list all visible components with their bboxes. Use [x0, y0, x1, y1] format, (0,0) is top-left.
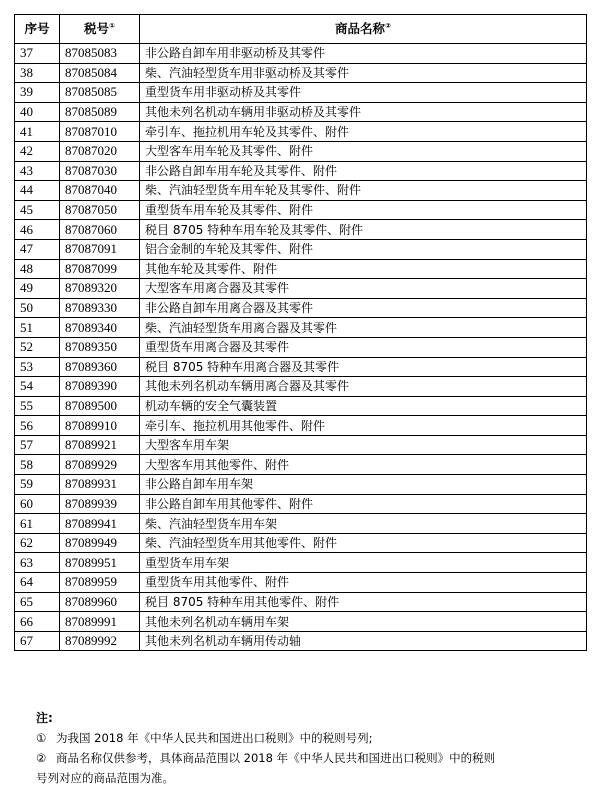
cell-tariff-code: 87087050 [60, 200, 140, 220]
cell-tariff-code: 87089991 [60, 612, 140, 632]
cell-tariff-code: 87085084 [60, 63, 140, 83]
cell-product-name: 其他车轮及其零件、附件 [140, 259, 587, 279]
notes-heading: 注: [36, 711, 53, 725]
table-row [15, 318, 587, 338]
table-row [15, 416, 587, 436]
cell-tariff-code: 87089939 [60, 494, 140, 514]
cell-serial-number: 47 [15, 239, 60, 259]
cell-tariff-code: 87089350 [60, 337, 140, 357]
cell-product-name: 大型客车用车轮及其零件、附件 [140, 141, 587, 161]
table-row [15, 298, 587, 318]
cell-serial-number: 64 [15, 573, 60, 593]
table-row [15, 435, 587, 455]
cell-product-name: 重型货车用非驱动桥及其零件 [140, 83, 587, 103]
cell-tariff-code: 87085089 [60, 102, 140, 122]
cell-product-name: 非公路自卸车用车轮及其零件、附件 [140, 161, 587, 181]
cell-serial-number: 39 [15, 83, 60, 103]
cell-product-name: 柴、汽油轻型货车用非驱动桥及其零件 [140, 63, 587, 83]
cell-product-name: 大型客车用其他零件、附件 [140, 455, 587, 475]
cell-tariff-code: 87089340 [60, 318, 140, 338]
header-product-name: 商品名称② [140, 15, 587, 44]
table-row [15, 592, 587, 612]
cell-product-name: 非公路自卸车用车架 [140, 475, 587, 495]
table-row [15, 122, 587, 142]
table-row [15, 102, 587, 122]
cell-serial-number: 51 [15, 318, 60, 338]
cell-tariff-code: 87089320 [60, 279, 140, 299]
cell-product-name: 非公路自卸车用其他零件、附件 [140, 494, 587, 514]
cell-tariff-code: 87089949 [60, 533, 140, 553]
cell-product-name: 重型货车用其他零件、附件 [140, 573, 587, 593]
note-text: 商品名称仅供参考，具体商品范围以 2018 年《中华人民共和国进出口税则》中的税则 [56, 751, 496, 765]
table-row [15, 612, 587, 632]
cell-product-name: 大型客车用车架 [140, 435, 587, 455]
cell-tariff-code: 87089959 [60, 573, 140, 593]
cell-serial-number: 43 [15, 161, 60, 181]
cell-tariff-code: 87087091 [60, 239, 140, 259]
cell-tariff-code: 87085083 [60, 44, 140, 64]
table-row [15, 259, 587, 279]
cell-serial-number: 55 [15, 396, 60, 416]
cell-serial-number: 50 [15, 298, 60, 318]
cell-serial-number: 58 [15, 455, 60, 475]
cell-tariff-code: 87089951 [60, 553, 140, 573]
cell-product-name: 机动车辆的安全气囊装置 [140, 396, 587, 416]
cell-product-name: 重型货车用离合器及其零件 [140, 337, 587, 357]
note-marker: ② [36, 751, 47, 765]
table-row [15, 631, 587, 651]
cell-tariff-code: 87089921 [60, 435, 140, 455]
table-row [15, 44, 587, 64]
cell-product-name: 牵引车、拖拉机用车轮及其零件、附件 [140, 122, 587, 142]
cell-tariff-code: 87089390 [60, 377, 140, 397]
cell-tariff-code: 87087030 [60, 161, 140, 181]
table-row [15, 494, 587, 514]
cell-product-name: 税目 8705 特种车用其他零件、附件 [140, 592, 587, 612]
cell-tariff-code: 87085085 [60, 83, 140, 103]
cell-serial-number: 57 [15, 435, 60, 455]
cell-serial-number: 67 [15, 631, 60, 651]
note-text-continued: 号列对应的商品范围为准。 [36, 771, 174, 785]
cell-product-name: 其他未列名机动车辆用传动轴 [140, 631, 587, 651]
cell-serial-number: 45 [15, 200, 60, 220]
cell-product-name: 牵引车、拖拉机用其他零件、附件 [140, 416, 587, 436]
cell-product-name: 其他未列名机动车辆用非驱动桥及其零件 [140, 102, 587, 122]
cell-tariff-code: 87089992 [60, 631, 140, 651]
footnote-mark-2: ② [385, 22, 391, 30]
cell-tariff-code: 87087099 [60, 259, 140, 279]
note-item-2 [36, 748, 586, 788]
cell-tariff-code: 87089941 [60, 514, 140, 534]
cell-tariff-code: 87087010 [60, 122, 140, 142]
cell-tariff-code: 87089929 [60, 455, 140, 475]
header-tariff-code: 税号① [60, 15, 140, 44]
cell-serial-number: 65 [15, 592, 60, 612]
cell-product-name: 柴、汽油轻型货车用车轮及其零件、附件 [140, 181, 587, 201]
cell-tariff-code: 87089910 [60, 416, 140, 436]
header-serial-number: 序号 [15, 15, 60, 44]
cell-product-name: 其他未列名机动车辆用车架 [140, 612, 587, 632]
table-row [15, 357, 587, 377]
table-row [15, 455, 587, 475]
footnote-mark-1: ① [109, 22, 115, 30]
table-row [15, 63, 587, 83]
table-row [15, 514, 587, 534]
cell-serial-number: 41 [15, 122, 60, 142]
cell-tariff-code: 87089931 [60, 475, 140, 495]
cell-serial-number: 52 [15, 337, 60, 357]
cell-product-name: 大型客车用离合器及其零件 [140, 279, 587, 299]
table-row [15, 553, 587, 573]
table-row [15, 83, 587, 103]
cell-serial-number: 40 [15, 102, 60, 122]
cell-tariff-code: 87087060 [60, 220, 140, 240]
cell-serial-number: 48 [15, 259, 60, 279]
cell-product-name: 重型货车用车轮及其零件、附件 [140, 200, 587, 220]
note-marker: ① [36, 731, 47, 745]
table-row [15, 279, 587, 299]
cell-serial-number: 56 [15, 416, 60, 436]
cell-serial-number: 54 [15, 377, 60, 397]
table-row [15, 141, 587, 161]
table-row [15, 533, 587, 553]
cell-tariff-code: 87087020 [60, 141, 140, 161]
cell-product-name: 柴、汽油轻型货车用车架 [140, 514, 587, 534]
cell-tariff-code: 87089500 [60, 396, 140, 416]
table-row [15, 239, 587, 259]
note-text: 为我国 2018 年《中华人民共和国进出口税则》中的税则号列; [56, 731, 373, 745]
cell-product-name: 税目 8705 特种车用离合器及其零件 [140, 357, 587, 377]
cell-product-name: 柴、汽油轻型货车用其他零件、附件 [140, 533, 587, 553]
cell-product-name: 非公路自卸车用离合器及其零件 [140, 298, 587, 318]
cell-product-name: 非公路自卸车用非驱动桥及其零件 [140, 44, 587, 64]
cell-tariff-code: 87089960 [60, 592, 140, 612]
cell-serial-number: 44 [15, 181, 60, 201]
cell-product-name: 其他未列名机动车辆用离合器及其零件 [140, 377, 587, 397]
note-item-1 [36, 728, 586, 748]
table-body [15, 44, 587, 651]
table-row [15, 337, 587, 357]
cell-serial-number: 38 [15, 63, 60, 83]
cell-product-name: 柴、汽油轻型货车用离合器及其零件 [140, 318, 587, 338]
cell-serial-number: 53 [15, 357, 60, 377]
cell-tariff-code: 87089330 [60, 298, 140, 318]
cell-serial-number: 60 [15, 494, 60, 514]
cell-product-name: 税目 8705 特种车用车轮及其零件、附件 [140, 220, 587, 240]
notes-section [36, 708, 586, 788]
table-row [15, 396, 587, 416]
table-row [15, 573, 587, 593]
cell-tariff-code: 87089360 [60, 357, 140, 377]
cell-tariff-code: 87087040 [60, 181, 140, 201]
cell-serial-number: 46 [15, 220, 60, 240]
table-row [15, 200, 587, 220]
cell-product-name: 铝合金制的车轮及其零件、附件 [140, 239, 587, 259]
cell-serial-number: 66 [15, 612, 60, 632]
table-row [15, 220, 587, 240]
table-row [15, 377, 587, 397]
cell-serial-number: 37 [15, 44, 60, 64]
table-header-row [15, 15, 587, 44]
cell-serial-number: 61 [15, 514, 60, 534]
table-row [15, 181, 587, 201]
table-row [15, 475, 587, 495]
cell-serial-number: 62 [15, 533, 60, 553]
cell-serial-number: 42 [15, 141, 60, 161]
cell-serial-number: 63 [15, 553, 60, 573]
table-row [15, 161, 587, 181]
cell-serial-number: 49 [15, 279, 60, 299]
cell-product-name: 重型货车用车架 [140, 553, 587, 573]
tariff-table [14, 14, 587, 651]
cell-serial-number: 59 [15, 475, 60, 495]
